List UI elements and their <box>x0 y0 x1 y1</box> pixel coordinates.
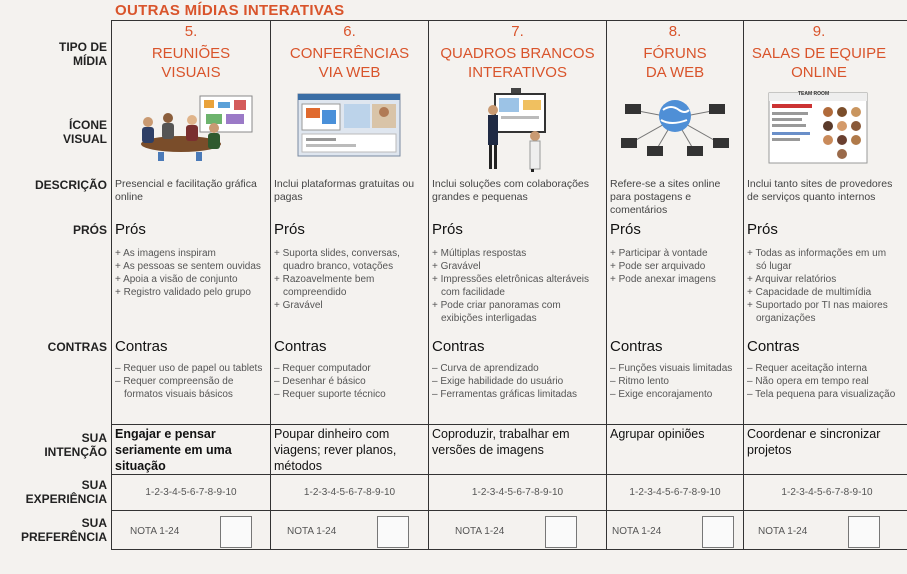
pros-heading: Prós <box>747 221 778 238</box>
pros-item: + Suportado por TI nas maiores organizações <box>747 300 888 324</box>
pros-item: + Pode criar panoramas com exibições interligadas <box>432 300 561 324</box>
cons-heading: Contras <box>610 338 663 355</box>
cons-item: – Requer computador <box>274 363 371 374</box>
note-input-box[interactable] <box>545 516 577 548</box>
cons-item: – Ferramentas gráficas limitadas <box>432 389 578 400</box>
cons-list <box>610 362 739 401</box>
column-title: REUNIÕES VISUAIS <box>151 45 231 81</box>
meeting-people-icon <box>126 92 256 184</box>
row-label-experiencia <box>17 478 107 506</box>
cons-item: – Não opera em tempo real <box>747 376 869 387</box>
row-label-preferencia <box>17 516 107 544</box>
cons-list <box>432 362 602 401</box>
row-label-intencao <box>37 431 107 459</box>
pros-item: + As imagens inspiram <box>115 248 216 259</box>
pros-item: + Registro validado pelo grupo <box>115 287 251 298</box>
row-label-descricao: DESCRIÇÃO <box>34 178 107 192</box>
intent-text: Agrupar opiniões <box>610 427 705 441</box>
cons-item: – Requer compreensão de formatos visuais básicos <box>115 376 234 400</box>
cons-item: – Requer uso de papel ou tablets <box>115 363 263 374</box>
cons-item: – Ritmo lento <box>610 376 669 387</box>
row-label-pros: PRÓS <box>72 223 107 237</box>
row-label-icone <box>47 118 107 146</box>
experience-scale[interactable]: 1-2-3-4-5-6-7-8-9-10 <box>471 487 564 498</box>
pros-item: + As pessoas se sentem ouvidas <box>115 261 261 272</box>
intent-text: Engajar e pensar seriamente em uma situação <box>115 427 232 473</box>
cons-item: – Exige encorajamento <box>610 389 713 400</box>
note-label: NOTA 1-24 <box>758 526 808 537</box>
pros-heading: Prós <box>115 221 146 238</box>
cons-heading: Contras <box>115 338 168 355</box>
cons-item: – Requer aceitação interna <box>747 363 868 374</box>
note-input-box[interactable] <box>848 516 880 548</box>
column-title: CONFERÊNCIAS VIA WEB <box>289 45 410 81</box>
intent-text: Coproduzir, trabalhar em versões de imagens <box>432 427 570 457</box>
cons-heading: Contras <box>747 338 800 355</box>
experience-scale[interactable]: 1-2-3-4-5-6-7-8-9-10 <box>303 487 396 498</box>
cons-item: – Exige habilidade do usuário <box>432 376 564 387</box>
column-reunioes-visuais <box>112 20 270 550</box>
column-description: Refere-se a sites online para postagens e comentários <box>610 178 721 216</box>
pros-item: + Suporta slides, conversas, quadro branco, votações <box>274 248 400 272</box>
experience-scale[interactable]: 1-2-3-4-5-6-7-8-9-10 <box>629 487 721 498</box>
note-input-box[interactable] <box>220 516 252 548</box>
pros-item: + Razoavelmente bem compreendido <box>274 274 375 298</box>
intent-text: Poupar dinheiro com viagens; rever planos, métodos <box>274 427 397 473</box>
intent-text: Coordenar e sincronizar projetos <box>747 427 881 457</box>
column-quadros-brancos <box>429 20 606 550</box>
note-label: NOTA 1-24 <box>130 526 180 537</box>
row-label-tipo <box>37 40 107 68</box>
column-number: 9. <box>812 23 826 40</box>
pros-item: + Pode ser arquivado <box>610 261 706 272</box>
pros-list <box>610 247 739 286</box>
column-conferencias-web <box>271 20 428 550</box>
column-number: 6. <box>343 23 356 40</box>
row-label-experiencia-text: SUA EXPERIÊNCIA <box>25 478 107 506</box>
cons-list <box>274 362 424 401</box>
column-title: FÓRUNS DA WEB <box>643 45 707 81</box>
web-conference-screen-icon <box>296 92 402 184</box>
cons-item: – Desenhar é básico <box>274 376 366 387</box>
row-label-icone-text: ÍCONE VISUAL <box>62 118 107 146</box>
pros-item: + Apoia a visão de conjunto <box>115 274 238 285</box>
cons-item: – Funções visuais limitadas <box>610 363 733 374</box>
pros-item: + Gravável <box>274 300 323 311</box>
page-title: OUTRAS MÍDIAS INTERATIVAS <box>115 2 345 19</box>
column-title: QUADROS BRANCOS INTERATIVOS <box>440 45 595 81</box>
team-room-page-icon <box>768 92 868 184</box>
cons-list <box>115 362 266 401</box>
row-label-preferencia-text: SUA PREFERÊNCIA <box>20 516 107 544</box>
note-label: NOTA 1-24 <box>612 526 662 537</box>
pros-item: + Capacidade de multimídia <box>747 287 872 298</box>
note-label: NOTA 1-24 <box>455 526 505 537</box>
pros-item: + Todas as informações em um só lugar <box>747 248 887 272</box>
interactive-whiteboard-icon <box>487 88 551 180</box>
cons-heading: Contras <box>274 338 327 355</box>
row-label-contras: CONTRAS <box>47 340 107 354</box>
row-label-intencao-text: SUA INTENÇÃO <box>44 431 107 459</box>
column-description: Presencial e facilitação gráfica online <box>115 178 257 203</box>
pros-heading: Prós <box>432 221 463 238</box>
column-number: 7. <box>511 23 524 40</box>
pros-heading: Prós <box>610 221 641 238</box>
column-title: SALAS DE EQUIPE ONLINE <box>751 45 887 81</box>
column-description: Inclui plataformas gratuitas ou pagas <box>274 178 415 203</box>
cons-item: – Tela pequena para visualização <box>747 389 896 400</box>
pros-item: + Arquivar relatórios <box>747 274 837 285</box>
note-input-box[interactable] <box>377 516 409 548</box>
row-label-tipo-text: TIPO DE MÍDIA <box>58 40 107 68</box>
pros-item: + Gravável <box>432 261 481 272</box>
pros-item: + Participar à vontade <box>610 248 708 259</box>
column-number: 8. <box>668 23 682 40</box>
pros-item: + Múltiplas respostas <box>432 248 527 259</box>
cons-list <box>747 362 899 401</box>
pros-list <box>747 247 899 325</box>
note-input-box[interactable] <box>702 516 734 548</box>
column-number: 5. <box>184 23 198 40</box>
column-salas-equipe <box>744 20 907 550</box>
pros-list <box>274 247 424 312</box>
experience-scale[interactable]: 1-2-3-4-5-6-7-8-9-10 <box>781 487 873 498</box>
column-description: Inclui tanto sites de provedores de serviços quanto internos <box>747 178 893 203</box>
column-foruns-web <box>607 20 743 550</box>
pros-heading: Prós <box>274 221 305 238</box>
team-room-label: TEAM ROOM <box>798 91 830 97</box>
pros-item: + Pode anexar imagens <box>610 274 716 285</box>
experience-scale[interactable]: 1-2-3-4-5-6-7-8-9-10 <box>145 487 237 498</box>
cons-heading: Contras <box>432 338 485 355</box>
pros-list <box>432 247 602 325</box>
pros-list <box>115 247 266 299</box>
note-label: NOTA 1-24 <box>287 526 337 537</box>
cons-item: – Curva de aprendizado <box>432 363 539 374</box>
cons-item: – Requer suporte técnico <box>274 389 386 400</box>
globe-network-icon <box>615 92 735 184</box>
column-description: Inclui soluções com colaborações grandes e pequenas <box>432 178 589 203</box>
pros-item: + Impressões eletrônicas alteráveis com facilidade <box>432 274 590 298</box>
